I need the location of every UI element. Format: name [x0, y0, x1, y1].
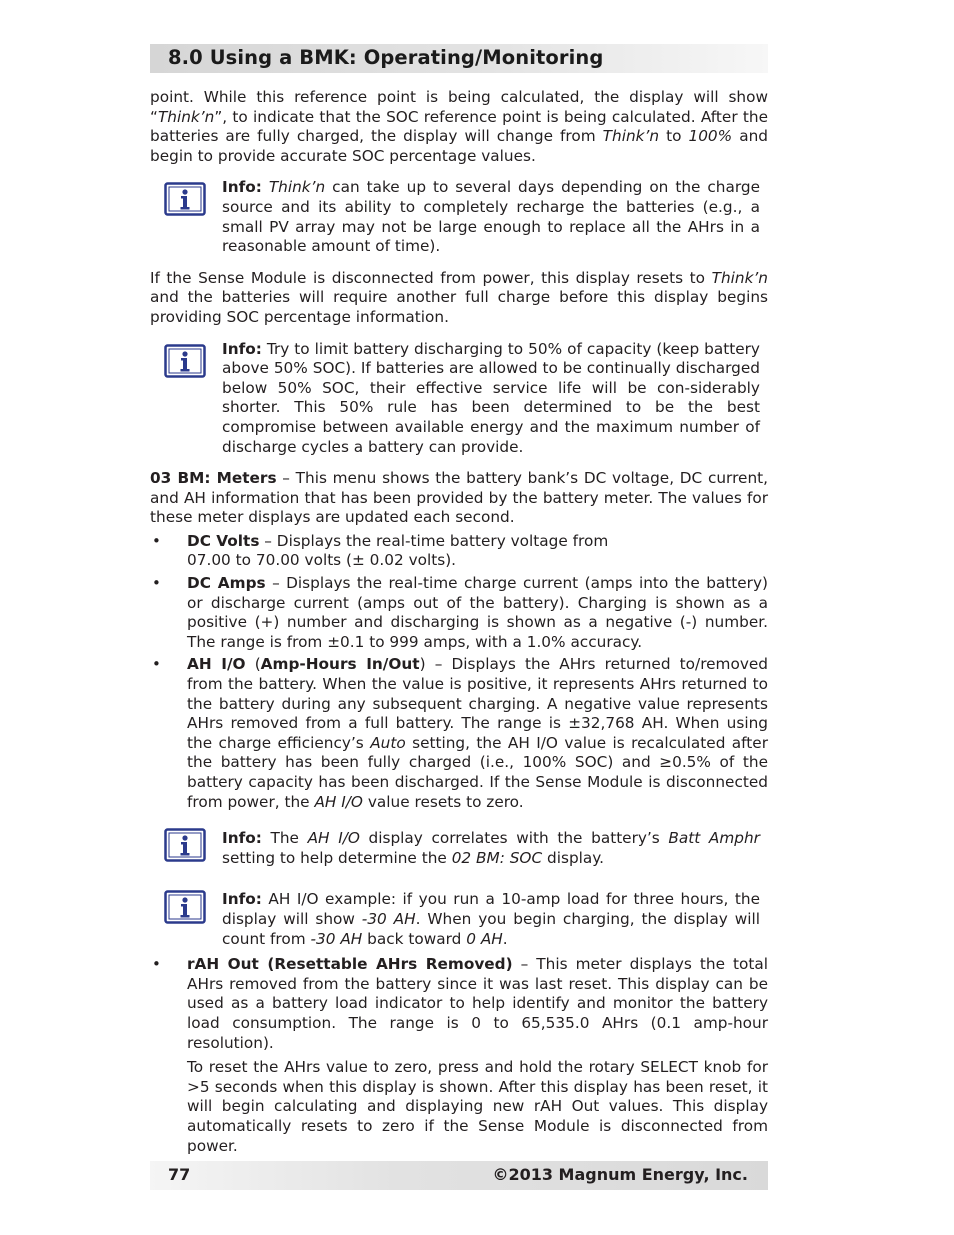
info-text: Info: Try to limit battery discharging to 50% of capacity (keep battery above 50% SOC). If batteries are allowed to be continually discharged below 50% SOC, their effective service life will be con-siderably shorter. This 50% rule has been determined to be the best compromise between available energy and the maximum number of discharge cycles a battery can provide.: [222, 339, 760, 456]
page-number: 77: [168, 1165, 191, 1184]
info-text: Info: The AH I/O display correlates with the battery’s Batt Amphr setting to help determine the 02 BM: SOC display.: [222, 829, 760, 867]
info-icon: [164, 182, 206, 216]
list-item-dc-volts: • DC Volts – Displays the real-time battery voltage from 07.00 to 70.00 volts (± 0.02 volts).: [152, 531, 609, 570]
meter-list-continued: [150, 955, 768, 1156]
info-note-thinkn: [150, 178, 768, 256]
reset-instructions: To reset the AHrs value to zero, press and hold the rotary SELECT knob for >5 seconds when this display is shown. After this display has been reset, it will begin calculating and displaying new rAH Out values. This display automatically resets to zero if the Sense Module is disconnected from power.: [187, 1058, 768, 1155]
meter-list: [150, 532, 768, 812]
bullet: •: [152, 655, 161, 674]
copyright: ©2013 Magnum Energy, Inc.: [492, 1165, 748, 1184]
info-note-ahio-example: [150, 890, 768, 949]
list-item-ah-io: • AH I/O (Amp-Hours In/Out) – Displays the AHrs returned to/removed from the battery. When the value is positive, it represents AHrs returned to the battery during any subsequent charging. A negative value represents AHrs removed from a full battery. The range is ±32,768 AH. When using the charge efficiency’s Auto setting, the AH I/O value is recalculated after the battery has been fully charged (i.e., 100% SOC) and ≥0.5% of the battery capacity has been discharged. If the Sense Module is disconnected from power, the AH I/O value resets to zero.: [152, 655, 768, 811]
info-text: Info: Think’n can take up to several days depending on the charge source and its ability to completely recharge the batteries (e.g., a small PV array may not be large enough to replace all the AHrs in a reasonable amount of time).: [222, 178, 760, 256]
meters-paragraph: 03 BM: Meters – This menu shows the battery bank’s DC voltage, DC current, and AH information that has been provided by the battery meter. The values for these meter displays are updated each second.: [150, 469, 768, 527]
info-note-ahio: [150, 829, 768, 868]
info-note-discharge: [150, 340, 768, 458]
sense-module-paragraph: If the Sense Module is disconnected from power, this display resets to Think’n and the batteries will require another full charge before this display begins providing SOC percentage information.: [150, 268, 768, 326]
page-footer: [150, 1161, 768, 1190]
info-icon: [164, 890, 206, 924]
info-text: Info: AH I/O example: if you run a 10-amp load for three hours, the display will show -30 AH. When you begin charging, the display will count from -30 AH back toward 0 AH.: [222, 890, 760, 948]
list-item-rah-out: • rAH Out (Resettable AHrs Removed) – This meter displays the total AHrs removed from the battery since it was last reset. This display can be used as a battery load indicator to help identify and monitor the battery load consumption. The range is 0 to 65,535.0 AHrs (0.1 amp-hour resolution). To reset the AHrs value to zero, press and hold the rotary SELECT knob for >5 seconds when this display is shown. After this display has been reset, it will begin calculating and displaying new rAH Out values. This display automatically resets to zero if the Sense Module is disconnected from power.: [152, 955, 768, 1155]
page-content: [150, 88, 768, 1159]
info-icon: [164, 828, 206, 862]
info-icon: [164, 344, 206, 378]
list-item-dc-amps: • DC Amps – Displays the real-time charge current (amps into the battery) or discharge current (amps out of the battery). Charging is shown as a positive (+) number and discharging is shown as a negative (-) number. The range is from ±0.1 to 999 amps, with a 1.0% accuracy.: [152, 574, 768, 651]
bullet: •: [152, 531, 161, 550]
bullet: •: [152, 574, 161, 593]
bullet: •: [152, 955, 161, 974]
intro-paragraph: point. While this reference point is being calculated, the display will show “Think’n”, to indicate that the SOC reference point is being calculated. After the batteries are fully charged, the display will change from Think’n to 100% and begin to provide accurate SOC percentage values.: [150, 88, 768, 165]
section-title: 8.0 Using a BMK: Operating/Monitoring: [168, 46, 604, 69]
section-header: [150, 44, 768, 73]
